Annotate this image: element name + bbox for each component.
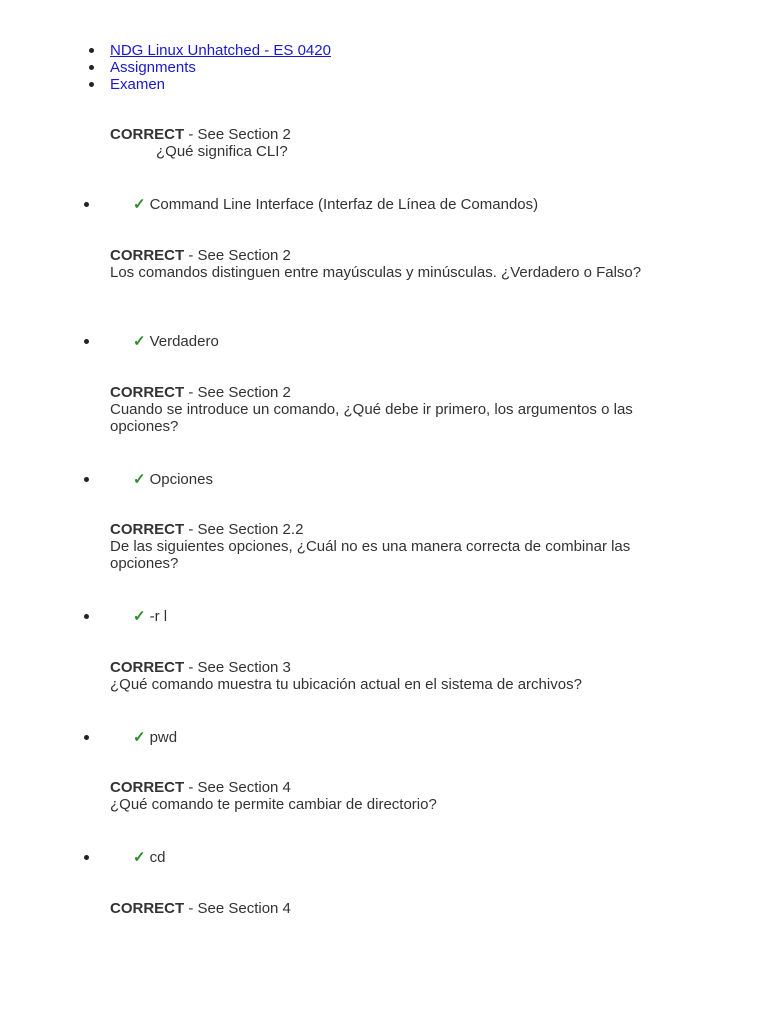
answer-4 — [110, 608, 167, 625]
question-text: ¿Qué significa CLI? — [156, 143, 288, 160]
answer-text: -r l — [149, 608, 168, 625]
section-reference: - See Section 2 — [184, 247, 291, 264]
question-4 — [110, 521, 670, 572]
check-icon: ✓ — [133, 196, 146, 213]
answer-5 — [110, 729, 177, 746]
answer-text: Verdadero — [149, 333, 219, 350]
question-2 — [110, 247, 670, 281]
result-status: CORRECT — [110, 659, 185, 676]
section-reference: - See Section 4 — [184, 779, 291, 796]
result-status: CORRECT — [110, 779, 185, 796]
breadcrumb-item-course[interactable] — [89, 42, 331, 59]
result-status: CORRECT — [110, 247, 185, 264]
question-text: De las siguientes opciones, ¿Cuál no es una manera correcta de combinar las opciones? — [110, 538, 631, 572]
bullet — [84, 477, 89, 482]
answer-3 — [110, 471, 213, 488]
result-status: CORRECT — [110, 126, 185, 143]
bullet — [84, 202, 89, 207]
check-icon: ✓ — [133, 471, 146, 488]
question-5 — [110, 659, 670, 693]
bullet — [84, 614, 89, 619]
answer-text: Command Line Interface (Interfaz de Línea de Comandos) — [149, 196, 539, 213]
bullet — [84, 855, 89, 860]
breadcrumb-item-assignments[interactable] — [89, 59, 331, 76]
exam-link[interactable]: Examen — [110, 76, 166, 93]
answer-text: Opciones — [149, 471, 213, 488]
result-status: CORRECT — [110, 900, 185, 917]
check-icon: ✓ — [133, 333, 146, 350]
breadcrumb — [89, 42, 331, 93]
section-reference: - See Section 2 — [184, 384, 291, 401]
question-7 — [110, 900, 670, 917]
answer-1 — [110, 196, 538, 213]
section-reference: - See Section 3 — [184, 659, 291, 676]
bullet — [84, 339, 89, 344]
course-link[interactable]: NDG Linux Unhatched - ES 0420 — [110, 42, 331, 59]
question-text: Cuando se introduce un comando, ¿Qué debe ir primero, los argumentos o las opciones? — [110, 401, 633, 435]
section-reference: - See Section 2 — [184, 126, 291, 143]
question-text: Los comandos distinguen entre mayúsculas y minúsculas. ¿Verdadero o Falso? — [110, 264, 642, 281]
question-6 — [110, 779, 670, 813]
check-icon: ✓ — [133, 849, 146, 866]
result-status: CORRECT — [110, 521, 185, 538]
breadcrumb-item-exam[interactable] — [89, 76, 331, 93]
section-reference: - See Section 4 — [184, 900, 291, 917]
section-reference: - See Section 2.2 — [184, 521, 304, 538]
question-text: ¿Qué comando muestra tu ubicación actual en el sistema de archivos? — [110, 676, 582, 693]
question-text: ¿Qué comando te permite cambiar de directorio? — [110, 796, 437, 813]
answer-text: cd — [149, 849, 166, 866]
check-icon: ✓ — [133, 729, 146, 746]
check-icon: ✓ — [133, 608, 146, 625]
result-status: CORRECT — [110, 384, 185, 401]
assignments-link[interactable]: Assignments — [110, 59, 196, 76]
answer-2 — [110, 333, 219, 350]
answer-6 — [110, 849, 165, 866]
question-1 — [110, 126, 670, 160]
bullet — [84, 735, 89, 740]
question-3 — [110, 384, 670, 435]
answer-text: pwd — [149, 729, 178, 746]
